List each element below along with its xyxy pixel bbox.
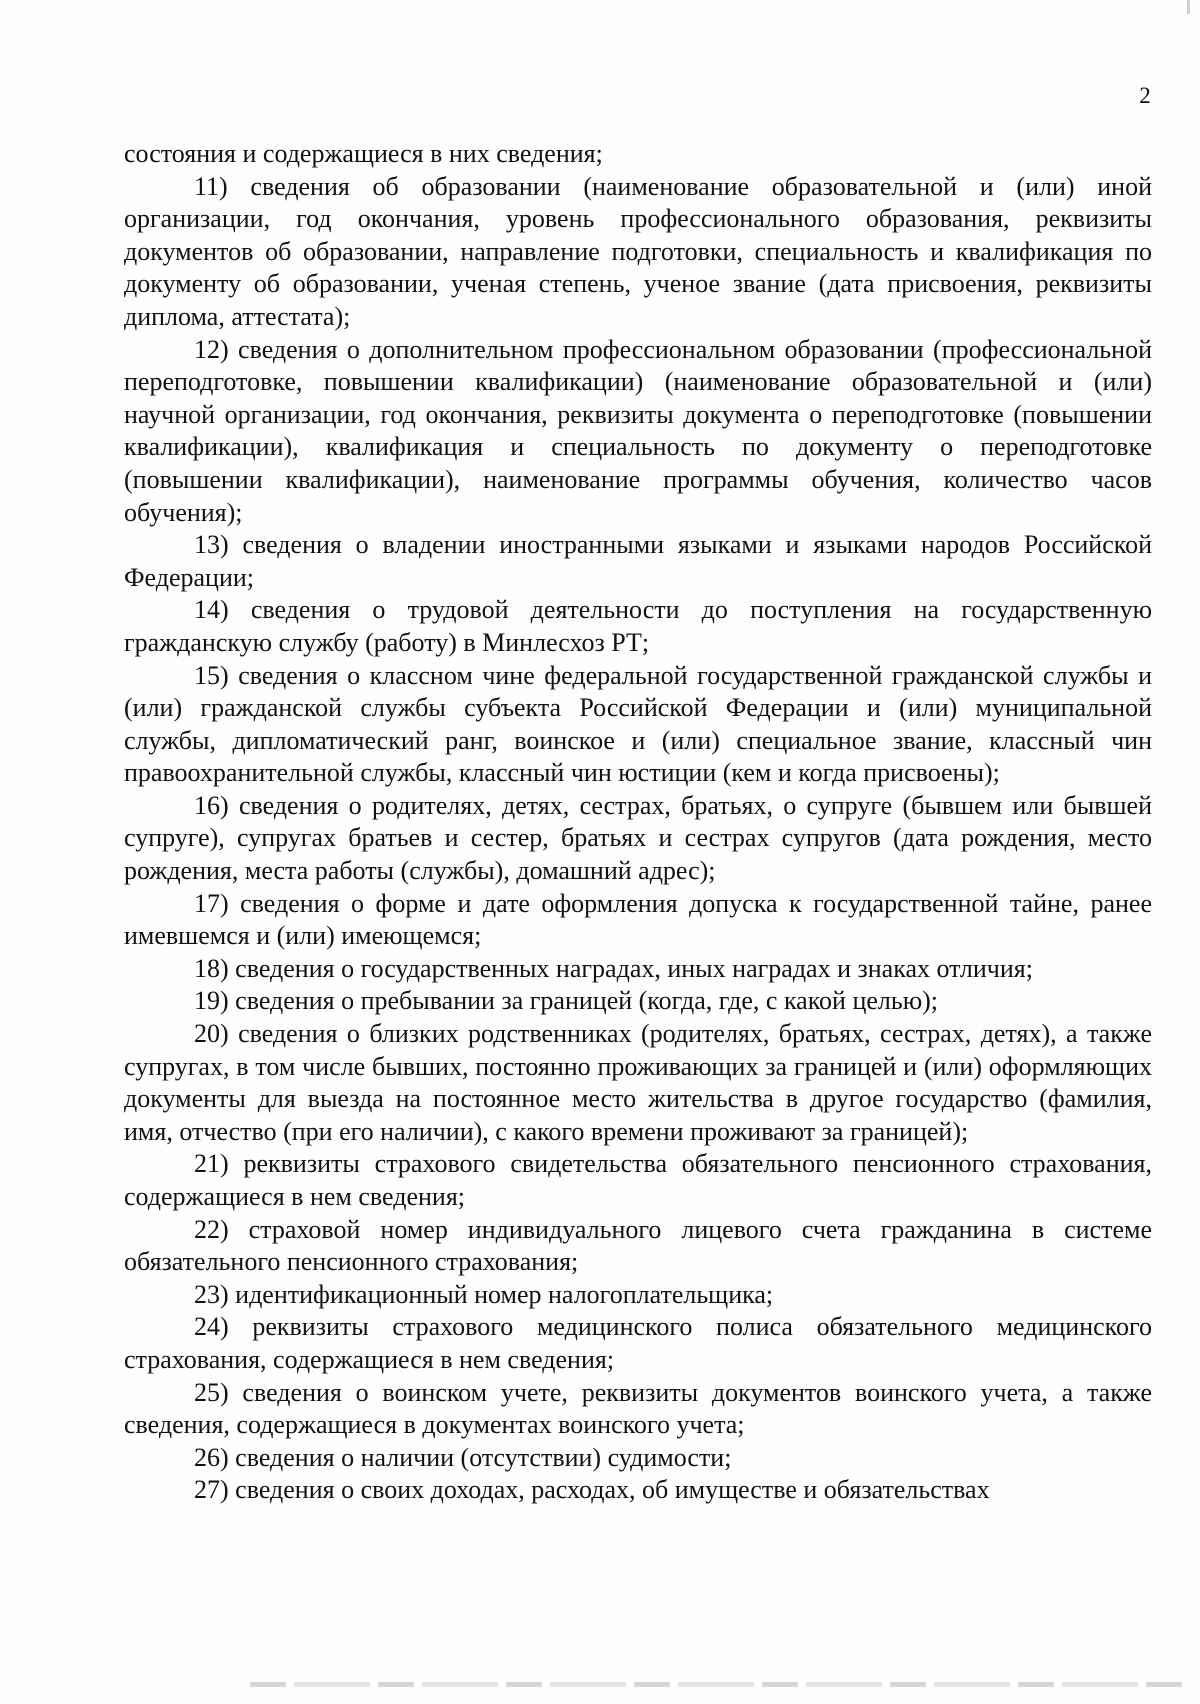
paragraph: 24) реквизиты страхового медицинского полиса обязательного медицинского страхования, содержащиеся в нем сведения;	[124, 1312, 1152, 1374]
paragraph: 25) сведения о воинском учете, реквизиты документов воинского учета, а также сведения, содержащиеся в документах воинского учета;	[124, 1377, 1152, 1440]
scan-edge-artifact	[250, 1682, 1190, 1687]
paragraph: 13) сведения о владении иностранными языками и языками народов Российской Федерации;	[124, 530, 1152, 592]
paragraph: 15) сведения о классном чине федеральной государственной гражданской службы и (или) гражданской службы субъекта Российской Федерации и (или) муниципальной службы, дипломатический ранг, воинское и (или) специальное звание, классный чин правоохранительной службы, классный чин юстиции (кем и когда присвоены);	[124, 660, 1152, 788]
scan-mark	[1187, 0, 1190, 14]
paragraph: 26) сведения о наличии (отсутствии) судимости;	[194, 1442, 732, 1472]
paragraph: 17) сведения о форме и дате оформления допуска к государственной тайне, ранее имевшемся и (или) имеющемся;	[124, 888, 1152, 951]
paragraph: 21) реквизиты страхового свидетельства обязательного пенсионного страхования, содержащиеся в нем сведения;	[124, 1149, 1152, 1211]
paragraph: 14) сведения о трудовой деятельности до поступления на государственную гражданскую службу (работу) в Минлесхоз РТ;	[124, 595, 1152, 657]
paragraph: состояния и содержащиеся в них сведения;	[124, 139, 603, 168]
paragraph: 22) страховой номер индивидуального лицевого счета гражданина в системе обязательного пенсионного страхования;	[124, 1214, 1152, 1277]
paragraph: 20) сведения о близких родственниках (родителях, братьях, сестрах, детях), а также супругах, в том числе бывших, постоянно проживающих за границей и (или) оформляющих документы для выезда на постоянное место жительства в другое государство (фамилия, имя, отчество (при его наличии), с какого времени проживают за границей);	[124, 1019, 1152, 1146]
paragraph: 16) сведения о родителях, детях, сестрах, братьях, о супруге (бывшем или бывшей супруге), супругах братьев и сестер, братьях и сестрах супругов (дата рождения, место рождения, места работы (службы), домашний адрес);	[124, 790, 1152, 886]
page-number: 2	[1139, 83, 1151, 108]
paragraph: 19) сведения о пребывании за границей (когда, где, с какой целью);	[194, 986, 939, 1016]
paragraph: 27) сведения о своих доходах, расходах, об имуществе и обязательствах	[194, 1475, 990, 1505]
document-body	[124, 138, 1152, 1507]
paragraph: 11) сведения об образовании (наименование образовательной и (или) иной организации, год окончания, уровень профессионального образования, реквизиты документов об образовании, направление подготовки, специальность и квалификация по документу об образовании, ученая степень, ученое звание (дата присвоения, реквизиты диплома, аттестата);	[124, 171, 1152, 331]
paragraph: 18) сведения о государственных наградах, иных наградах и знаках отличия;	[194, 953, 1033, 983]
paragraph: 12) сведения о дополнительном профессиональном образовании (профессиональной переподготовке, повышении квалификации) (наименование образовательной и (или) научной организации, год окончания, реквизиты документа о переподготовке (повышении квалификации), квалификация и специальность по документу о переподготовке (повышении квалификации), наименование программы обучения, количество часов обучения);	[124, 334, 1152, 527]
paragraph: 23) идентификационный номер налогоплательщика;	[194, 1279, 774, 1309]
